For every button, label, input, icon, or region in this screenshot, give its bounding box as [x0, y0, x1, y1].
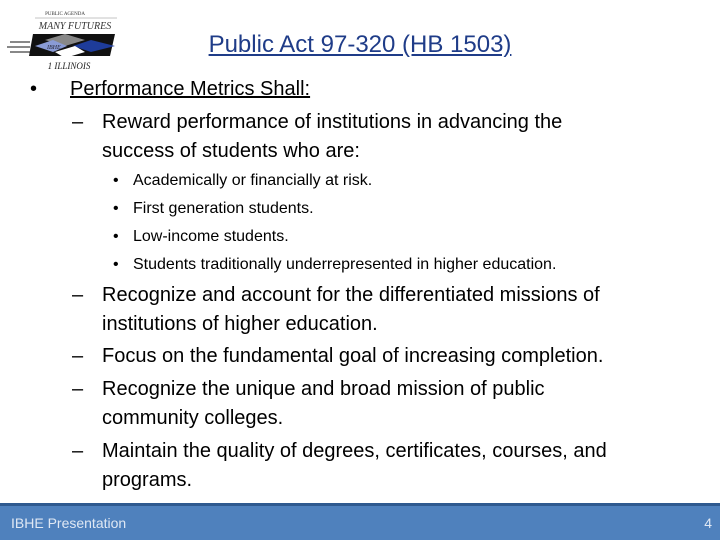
sub-sub-bullet-text: Academically or financially at risk.: [133, 172, 373, 189]
sub-bullet-text: programs.: [102, 469, 193, 491]
page-number: 4: [704, 515, 712, 531]
svg-text:1 ILLINOIS: 1 ILLINOIS: [47, 61, 91, 71]
sub-bullet-text: Reward performance of institutions in advancing the: [102, 111, 563, 133]
sub-bullet-text: institutions of higher education.: [102, 313, 378, 335]
dot-marker: •: [113, 228, 119, 245]
dash-marker: –: [72, 345, 84, 367]
sub-sub-bullet-text: Low-income students.: [133, 228, 289, 245]
sub-sub-bullet-text: Students traditionally underrepresented in higher education.: [133, 256, 557, 273]
sub-bullet-text: Recognize and account for the differentiated missions of: [102, 284, 600, 306]
dash-marker: –: [72, 378, 84, 400]
bullet-marker: •: [30, 78, 38, 100]
footer-bar: [0, 503, 720, 540]
sub-bullet-text: success of students who are:: [102, 140, 360, 162]
dash-marker: –: [72, 284, 84, 306]
svg-text:MANY FUTURES: MANY FUTURES: [38, 21, 112, 32]
footer-label: IBHE Presentation: [11, 515, 127, 531]
sub-bullet-text: Maintain the quality of degrees, certificates, courses, and: [102, 440, 607, 462]
dot-marker: •: [113, 200, 119, 217]
dash-marker: –: [72, 440, 84, 462]
dot-marker: •: [113, 172, 119, 189]
slide-title: Public Act 97-320 (HB 1503): [208, 31, 512, 58]
dash-marker: –: [72, 111, 84, 133]
sub-bullet-text: Focus on the fundamental goal of increasing completion.: [102, 345, 604, 367]
main-bullet: Performance Metrics Shall:: [70, 78, 311, 100]
svg-text:PUBLIC AGENDA: PUBLIC AGENDA: [45, 12, 85, 17]
dot-marker: •: [113, 256, 119, 273]
svg-text:IBHE: IBHE: [47, 45, 61, 51]
sub-bullet-text: community colleges.: [102, 407, 284, 429]
sub-sub-bullet-text: First generation students.: [133, 200, 314, 217]
sub-bullet-text: Recognize the unique and broad mission of public: [102, 378, 545, 400]
